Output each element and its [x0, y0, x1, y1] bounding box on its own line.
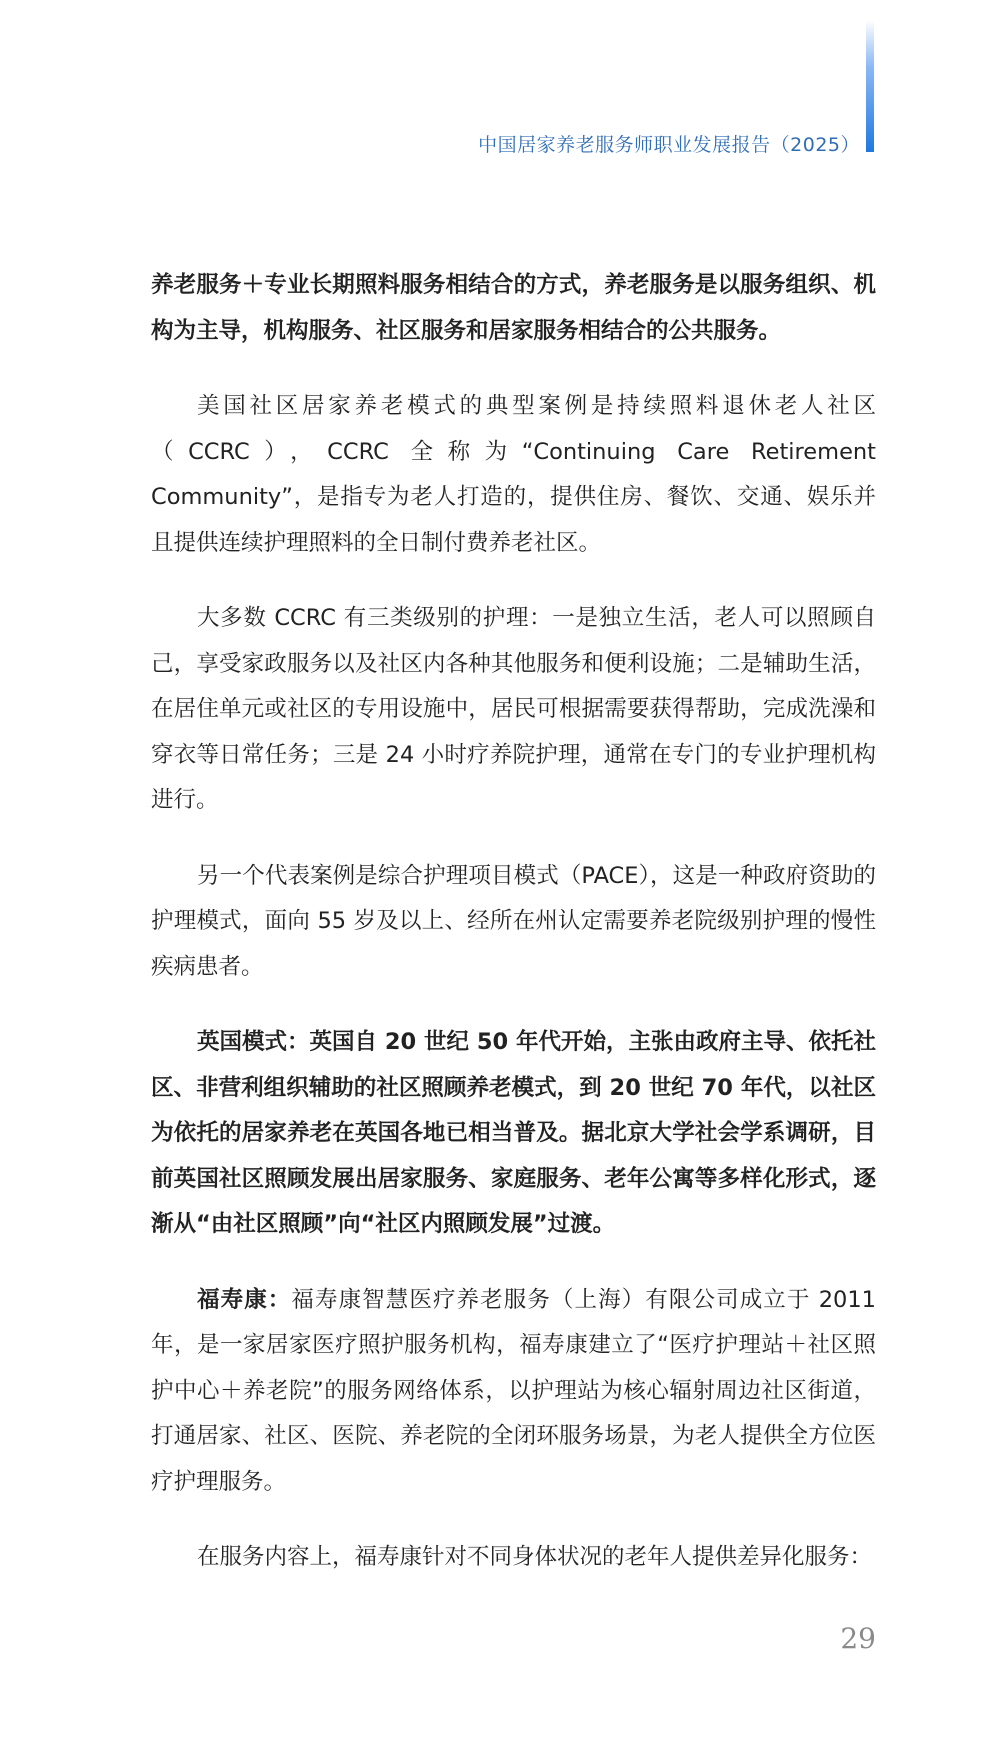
body-text [151, 263, 876, 1611]
paragraph-service-content: 在服务内容上，福寿康针对不同身体状况的老年人提供差异化服务： [197, 1544, 873, 1570]
paragraph-ccrc-levels: 大多数 CCRC 有三类级别的护理：一是独立生活，老人可以照顾自己，享受家政服务以及社区内各种其他服务和便利设施；二是辅助生活，在居住单元或社区的专用设施中，居民可根据需要获得帮助，完成洗澡和穿衣等日常任务；三是 24 小时疗养院护理，通常在专门的专业护理机构进行。 [151, 605, 876, 813]
paragraph-uk-model [151, 1020, 876, 1248]
paragraph-continuation: 养老服务＋专业长期照料服务相结合的方式，养老服务是以服务组织、机构为主导，机构服务、社区服务和居家服务相结合的公共服务。 [151, 272, 876, 344]
page-number: 29 [840, 1622, 876, 1655]
paragraph-lead-fushoukang: 福寿康： [197, 1286, 292, 1313]
paragraph-pace: 另一个代表案例是综合护理项目模式（PACE），这是一种政府资助的护理模式，面向 55 岁及以上、经所在州认定需要养老院级别护理的慢性疾病患者。 [151, 862, 876, 980]
header-accent-bar [866, 20, 874, 152]
paragraph-fushoukang [151, 1278, 876, 1506]
running-header-title: 中国居家养老服务师职业发展报告（2025） [478, 134, 860, 156]
paragraph-body-uk: 英国自 20 世纪 50 年代开始，主张由政府主导、依托社区、非营利组织辅助的社区照顾养老模式，到 20 世纪 70 年代，以社区为依托的居家养老在英国各地已相当普及。据北京大学社会学系调研，目前英国社区照顾发展出居家服务、家庭服务、老年公寓等多样化形式，逐渐从“由社区照顾”向“社区内照顾发展”过渡。 [151, 1029, 876, 1237]
paragraph-body-fushoukang: 福寿康智慧医疗养老服务（上海）有限公司成立于 2011 年，是一家居家医疗照护服务机构，福寿康建立了“医疗护理站＋社区照护中心＋养老院”的服务网络体系，以护理站为核心辐射周边社区街道，打通居家、社区、医院、养老院的全闭环服务场景，为老人提供全方位医疗护理服务。 [151, 1286, 876, 1495]
paragraph-lead-uk: 英国模式： [197, 1029, 310, 1055]
paragraph-ccrc-intro: 美国社区居家养老模式的典型案例是持续照料退休老人社区（CCRC），CCRC 全称为“Continuing Care Retirement Community”，是指专为老人打造的，提供住房、餐饮、交通、娱乐并且提供连续护理照料的全日制付费养老社区。 [151, 393, 876, 556]
